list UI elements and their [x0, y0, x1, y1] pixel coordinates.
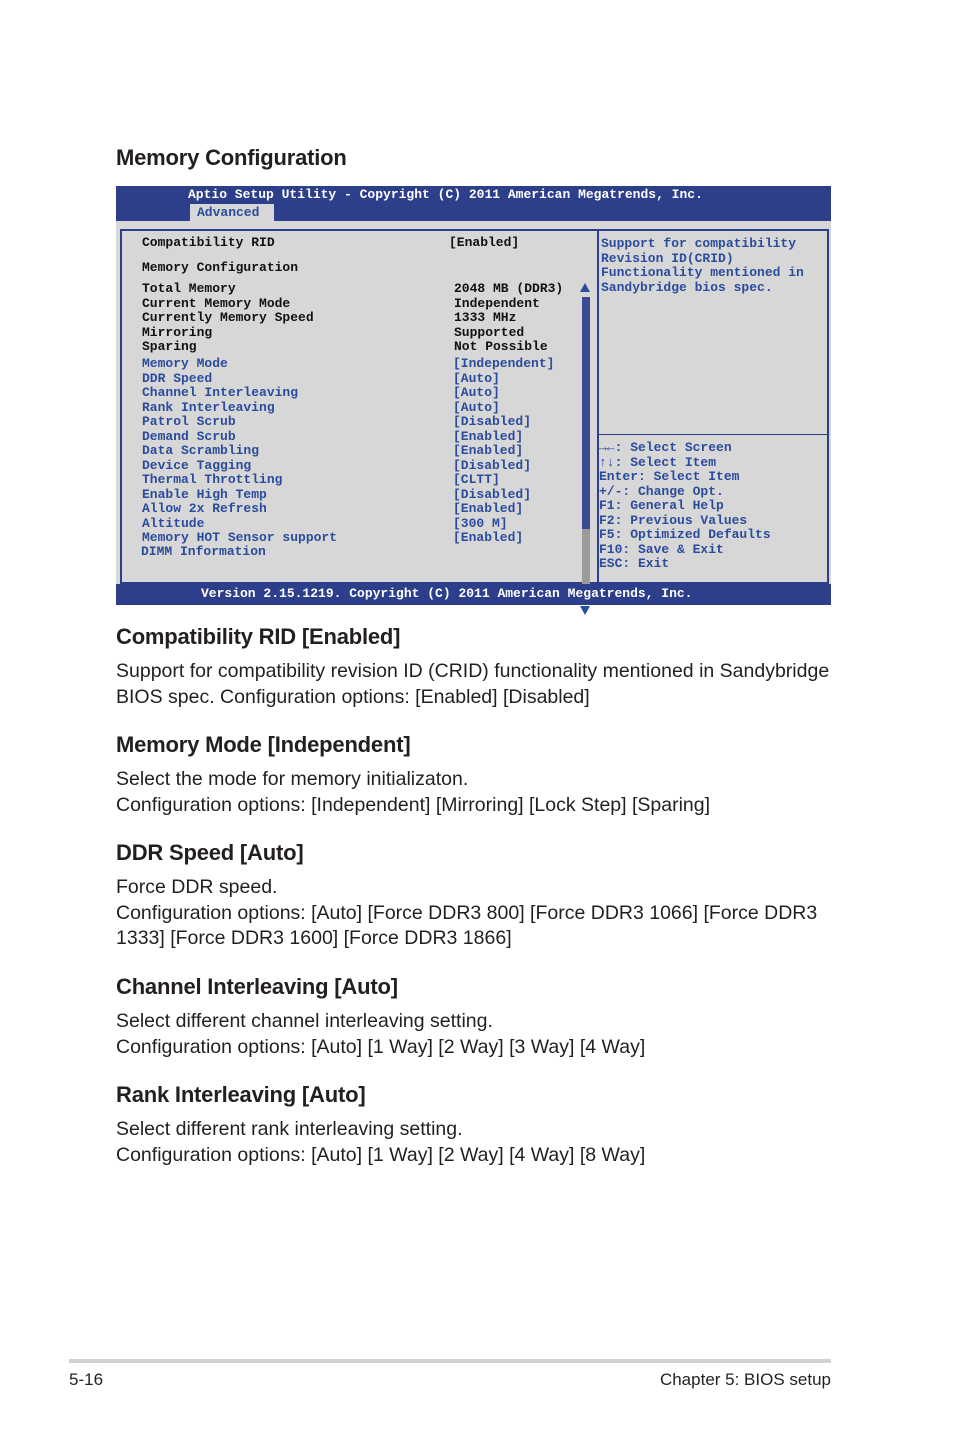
section-title: Memory Configuration: [116, 145, 347, 170]
info-row-label: Mirroring: [142, 324, 213, 340]
bios-main-frame: [120, 229, 829, 584]
scroll-up-icon[interactable]: [580, 283, 590, 292]
option-row-value[interactable]: [Independent]: [453, 356, 555, 371]
bios-version-text: Version 2.15.1219. Copyright (C) 2011 American Megatrends, Inc.: [201, 586, 693, 601]
desc-line: Configuration options: [Auto] [Force DDR3 800] [Force DDR3 1066] [Force DDR3: [116, 901, 818, 924]
info-row-label: Sparing: [142, 339, 197, 354]
option-row-value[interactable]: [Disabled]: [453, 414, 532, 429]
option-row-label[interactable]: Allow 2x Refresh: [142, 501, 267, 516]
help-line: Sandybridge bios spec.: [601, 279, 773, 295]
info-row-value: Not Possible: [454, 339, 548, 354]
option-row-label[interactable]: Channel Interleaving: [142, 385, 299, 400]
option-row-value[interactable]: [CLTT]: [453, 472, 500, 487]
option-row-value[interactable]: [Enabled]: [453, 530, 524, 545]
key-legend-line: ↑↓: Select Item: [599, 454, 717, 470]
option-row-value[interactable]: [Enabled]: [453, 501, 524, 516]
option-row-label[interactable]: Memory HOT Sensor support: [142, 530, 338, 545]
help-line: Functionality mentioned in: [601, 265, 804, 280]
key-legend-line: F5: Optimized Defaults: [599, 527, 771, 542]
bios-header-bar: [116, 186, 831, 221]
desc-memory-mode: [116, 767, 846, 818]
option-row-label[interactable]: DDR Speed: [142, 370, 213, 386]
desc-compat-rid: [116, 659, 846, 710]
key-legend-line: F1: General Help: [599, 498, 724, 513]
compat-rid-label[interactable]: Compatibility RID: [142, 235, 275, 250]
heading-rank-interleaving: Rank Interleaving [Auto]: [116, 1082, 366, 1107]
desc-line: 1333] [Force DDR3 1600] [Force DDR3 1866]: [116, 927, 512, 949]
option-row-value[interactable]: [Disabled]: [453, 457, 532, 473]
desc-channel-interleaving: [116, 1009, 846, 1060]
heading-compat-rid: Compatibility RID [Enabled]: [116, 624, 401, 649]
desc-line: Select different channel interleaving setting.: [116, 1010, 493, 1032]
heading-memory-mode: Memory Mode [Independent]: [116, 732, 411, 757]
info-row-label: Currently Memory Speed: [142, 310, 314, 325]
option-row-value[interactable]: [Auto]: [453, 385, 500, 400]
bios-header-title: Aptio Setup Utility - Copyright (C) 2011 American Megatrends, Inc.: [188, 187, 703, 202]
heading-channel-interleaving: Channel Interleaving [Auto]: [116, 974, 398, 999]
submenu-dimm-information[interactable]: DIMM Information: [141, 544, 266, 559]
key-legend-line: ESC: Exit: [599, 556, 670, 571]
option-row-label[interactable]: Rank Interleaving: [142, 399, 275, 415]
compat-rid-value[interactable]: [Enabled]: [449, 235, 520, 250]
footer-rule: [69, 1359, 831, 1363]
info-row-value: 2048 MB (DDR3): [454, 281, 564, 296]
option-row-value[interactable]: [Auto]: [453, 370, 500, 386]
key-legend-line: Enter: Select Item: [599, 469, 740, 484]
key-legend-line: →←: Select Screen: [599, 440, 732, 455]
option-row-value[interactable]: [Enabled]: [453, 443, 524, 458]
help-line: Support for compatibility: [601, 236, 797, 251]
desc-line: Support for compatibility revision ID (CRID) functionality mentioned in Sandybridge: [116, 660, 830, 682]
option-row-value[interactable]: [Auto]: [453, 399, 500, 415]
desc-line: Configuration options: [Auto] [1 Way] [2 Way] [4 Way] [8 Way]: [116, 1143, 646, 1166]
info-row-label: Current Memory Mode: [142, 295, 291, 311]
chapter-title: Chapter 5: BIOS setup: [659, 1370, 831, 1389]
bios-footer-bar: [116, 584, 831, 605]
option-row-label[interactable]: Enable High Temp: [142, 486, 267, 502]
desc-ddr-speed: [116, 875, 846, 952]
option-row-value[interactable]: [300 M]: [453, 515, 508, 531]
info-row-value: Independent: [454, 295, 540, 311]
option-row-value[interactable]: [Disabled]: [453, 486, 532, 502]
heading-ddr-speed: DDR Speed [Auto]: [116, 840, 304, 865]
desc-line: Select different rank interleaving setting.: [116, 1118, 463, 1140]
desc-line: Configuration options: [Auto] [1 Way] [2 Way] [3 Way] [4 Way]: [116, 1035, 646, 1058]
scroll-down-icon[interactable]: [580, 606, 590, 615]
option-row-label[interactable]: Demand Scrub: [142, 428, 236, 444]
option-row-label[interactable]: Altitude: [142, 515, 205, 531]
desc-line: BIOS spec. Configuration options: [Enabled] [Disabled]: [116, 685, 590, 708]
desc-line: Select the mode for memory initializaton.: [116, 768, 469, 790]
option-row-label[interactable]: Patrol Scrub: [142, 414, 236, 429]
bios-screenshot: [116, 186, 831, 605]
tab-advanced[interactable]: [190, 204, 274, 221]
help-line: Revision ID(CRID): [601, 250, 734, 266]
option-row-label[interactable]: Thermal Throttling: [142, 472, 283, 487]
memory-config-heading: Memory Configuration: [142, 260, 299, 275]
info-row-value: 1333 MHz: [454, 310, 517, 325]
info-row-value: Supported: [454, 324, 525, 340]
bios-help-separator: [599, 434, 827, 435]
option-row-label[interactable]: Memory Mode: [142, 356, 228, 371]
tab-advanced-label: Advanced: [197, 205, 260, 220]
info-row-label: Total Memory: [142, 281, 236, 296]
key-legend-line: F10: Save & Exit: [599, 541, 724, 557]
desc-line: Force DDR speed.: [116, 876, 278, 898]
desc-rank-interleaving: [116, 1117, 846, 1168]
option-row-label[interactable]: Data Scrambling: [142, 443, 260, 458]
option-row-label[interactable]: Device Tagging: [142, 457, 252, 473]
desc-line: Configuration options: [Independent] [Mirroring] [Lock Step] [Sparing]: [116, 793, 711, 816]
page-number: 5-16: [69, 1370, 104, 1389]
key-legend-line: +/-: Change Opt.: [599, 483, 724, 499]
option-row-value[interactable]: [Enabled]: [453, 428, 524, 444]
key-legend-line: F2: Previous Values: [599, 512, 748, 528]
